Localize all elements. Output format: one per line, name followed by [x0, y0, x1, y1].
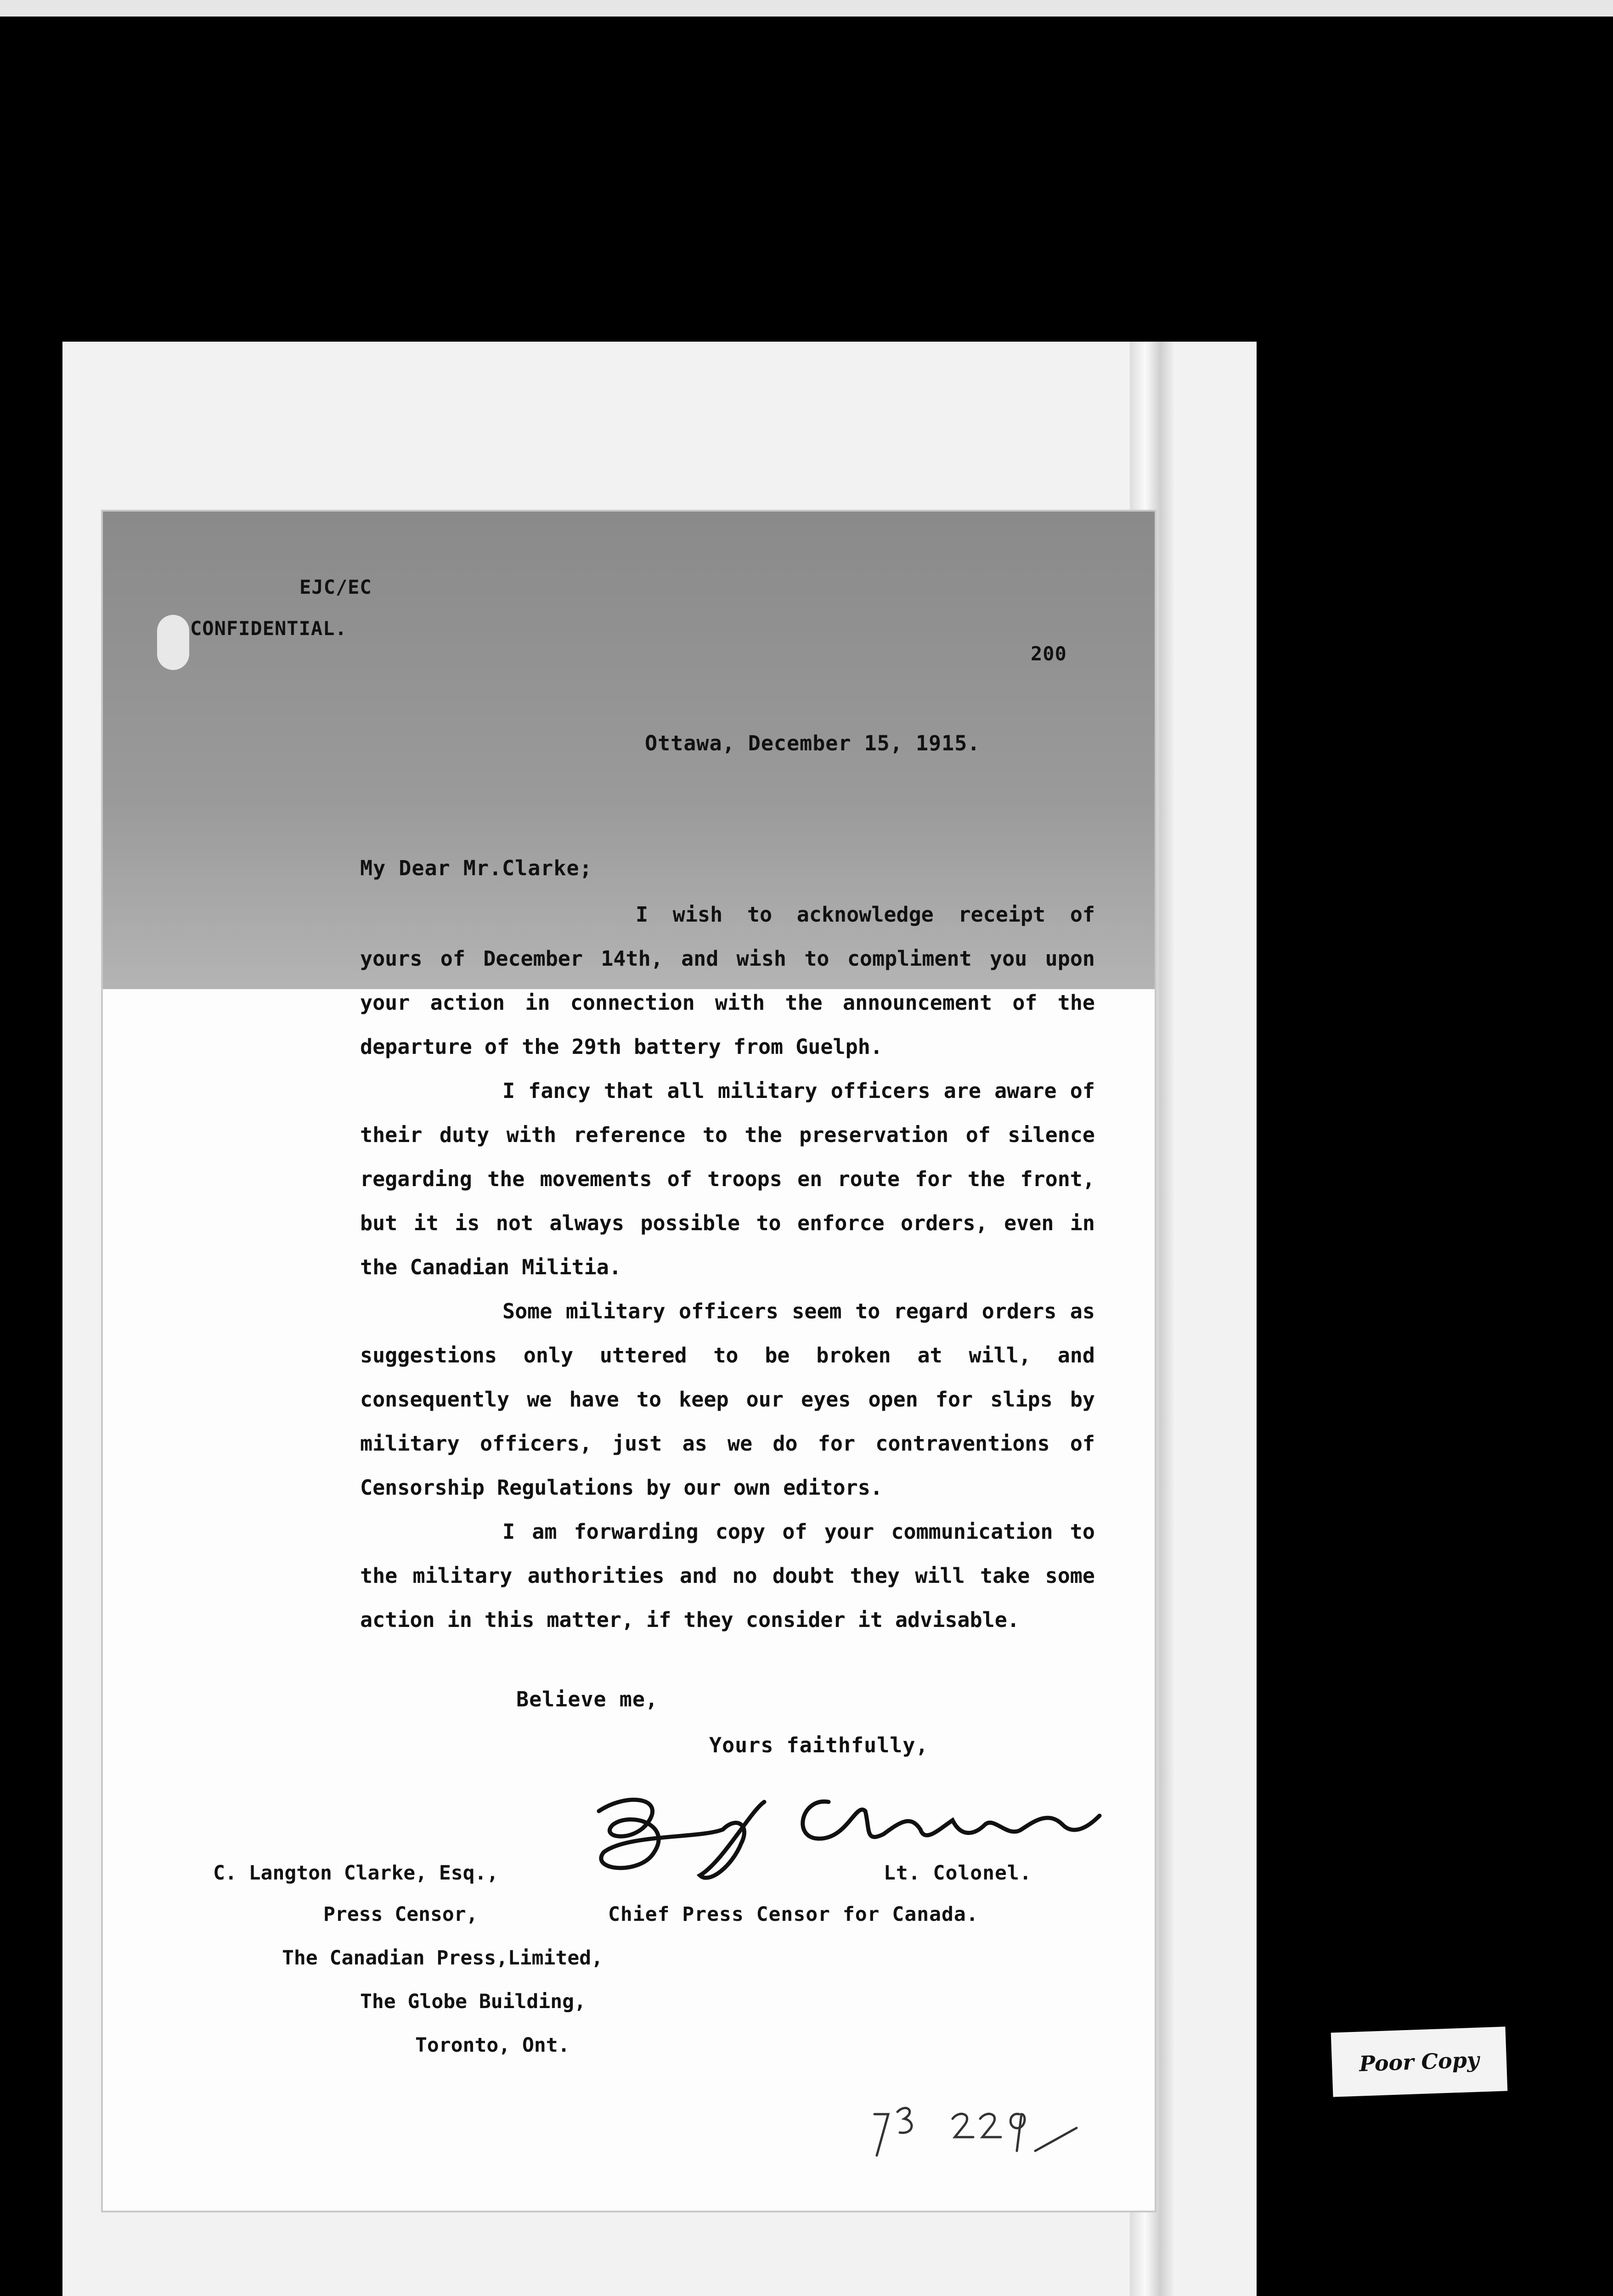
paragraph: Some military officers seem to regard orders as suggestions only uttered to be broken at will, and consequently we have to keep our eyes open for slips by military officers, just as we do for contraventions of Censorship Regulations by our own editors. — [360, 1299, 1095, 1500]
document-reference: EJC/EC — [299, 576, 372, 598]
page-number: 200 — [1031, 642, 1067, 665]
signer-title: Chief Press Censor for Canada. — [608, 1903, 979, 1926]
signer-rank: Lt. Colonel. — [884, 1862, 1032, 1885]
paragraph: I am forwarding copy of your communication to the military authorities and no doubt they will take some action in this matter, if they consider it advisable. — [360, 1519, 1095, 1632]
recipient-city: Toronto, Ont. — [415, 2034, 570, 2057]
recipient-name: C. Langton Clarke, Esq., — [213, 1862, 499, 1885]
scanner-top-strip — [0, 0, 1613, 17]
pencil-annotation — [861, 2100, 1090, 2165]
punch-hole — [157, 615, 189, 670]
recipient-position: Press Censor, — [323, 1903, 478, 1926]
paragraph: I fancy that all military officers are aware of their duty with reference to the preservation of silence regarding the movements of troops en route for the front, but it is not always possible to enforce orders, even in the Canadian Militia. — [360, 1079, 1095, 1279]
paragraph: I wish to acknowledge receipt of yours of December 14th, and wish to compliment you upon your action in connection with the announcement of the departure of the 29th battery from Guelph. — [360, 902, 1095, 1059]
date-line: Ottawa, December 15, 1915. — [645, 731, 981, 755]
valediction: Yours faithfully, — [709, 1733, 929, 1757]
recipient-building: The Globe Building, — [360, 1990, 586, 2013]
poor-copy-stamp: Poor Copy — [1331, 2026, 1508, 2097]
closing-line: Believe me, — [516, 1687, 659, 1711]
salutation: My Dear Mr.Clarke; — [360, 856, 592, 880]
recipient-organization: The Canadian Press,Limited, — [282, 1947, 603, 1970]
letter-page — [101, 510, 1156, 2212]
letter-body — [360, 893, 1095, 1642]
confidential-marking: CONFIDENTIAL. — [190, 617, 347, 640]
